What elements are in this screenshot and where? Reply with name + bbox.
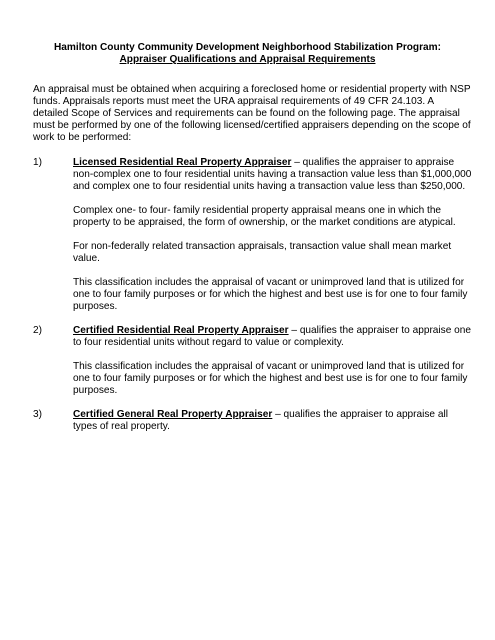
list-item-lead <box>73 157 473 193</box>
term-certified-residential: Certified Residential Real Property Appraiser <box>73 325 289 336</box>
sub-paragraph: Complex one- to four- family residential property appraisal means one in which the property to be appraised, the form of ownership, or the market conditions are atypical. <box>73 205 456 228</box>
term-description: – qualifies the appraiser to appraise non-complex one to four residential units having a transaction value less than $1,000,000 and complex one to four residential units having a transaction value less than $250,000. <box>73 157 472 192</box>
title-line-1: Hamilton County Community Development Neighborhood Stabilization Program: <box>54 42 441 53</box>
term-description: – qualifies the appraiser to appraise one to four residential units without regard to value or complexity. <box>73 325 471 348</box>
sub-paragraph: This classification includes the appraisal of vacant or unimproved land that is utilized for one to four family purposes or for which the highest and best use is for one to four family purposes. <box>73 277 468 312</box>
term-certified-general: Certified General Real Property Appraiser <box>73 409 273 420</box>
list-item-lead <box>73 325 473 349</box>
list-number: 1) <box>33 157 42 168</box>
appraiser-list <box>33 157 473 445</box>
sub-paragraph: This classification includes the appraisal of vacant or unimproved land that is utilized for one to four family purposes or for which the highest and best use is for one to four family purposes. <box>73 361 468 396</box>
list-item-certified-residential <box>33 325 473 397</box>
list-item-licensed-residential <box>33 157 473 313</box>
document-title <box>0 42 495 66</box>
intro-paragraph: An appraisal must be obtained when acquiring a foreclosed home or residential property with NSP funds. Appraisals reports must meet the URA appraisal requirements of 49 CFR 24.103. A detailed Scope of Services and requirements can be found on the following page. The appraisal must be performed by one of the following licensed/certified appraisers depending on the scope of work to be performed: <box>33 84 471 143</box>
term-description: – qualifies the appraiser to appraise all types of real property. <box>73 409 448 432</box>
term-licensed-residential: Licensed Residential Real Property Appraiser <box>73 157 292 168</box>
list-item-lead <box>73 409 473 433</box>
list-number: 3) <box>33 409 42 420</box>
list-item-certified-general <box>33 409 473 433</box>
title-line-2: Appraiser Qualifications and Appraisal Requirements <box>119 54 376 65</box>
sub-paragraph: For non-federally related transaction appraisals, transaction value shall mean market value. <box>73 241 452 264</box>
list-number: 2) <box>33 325 42 336</box>
